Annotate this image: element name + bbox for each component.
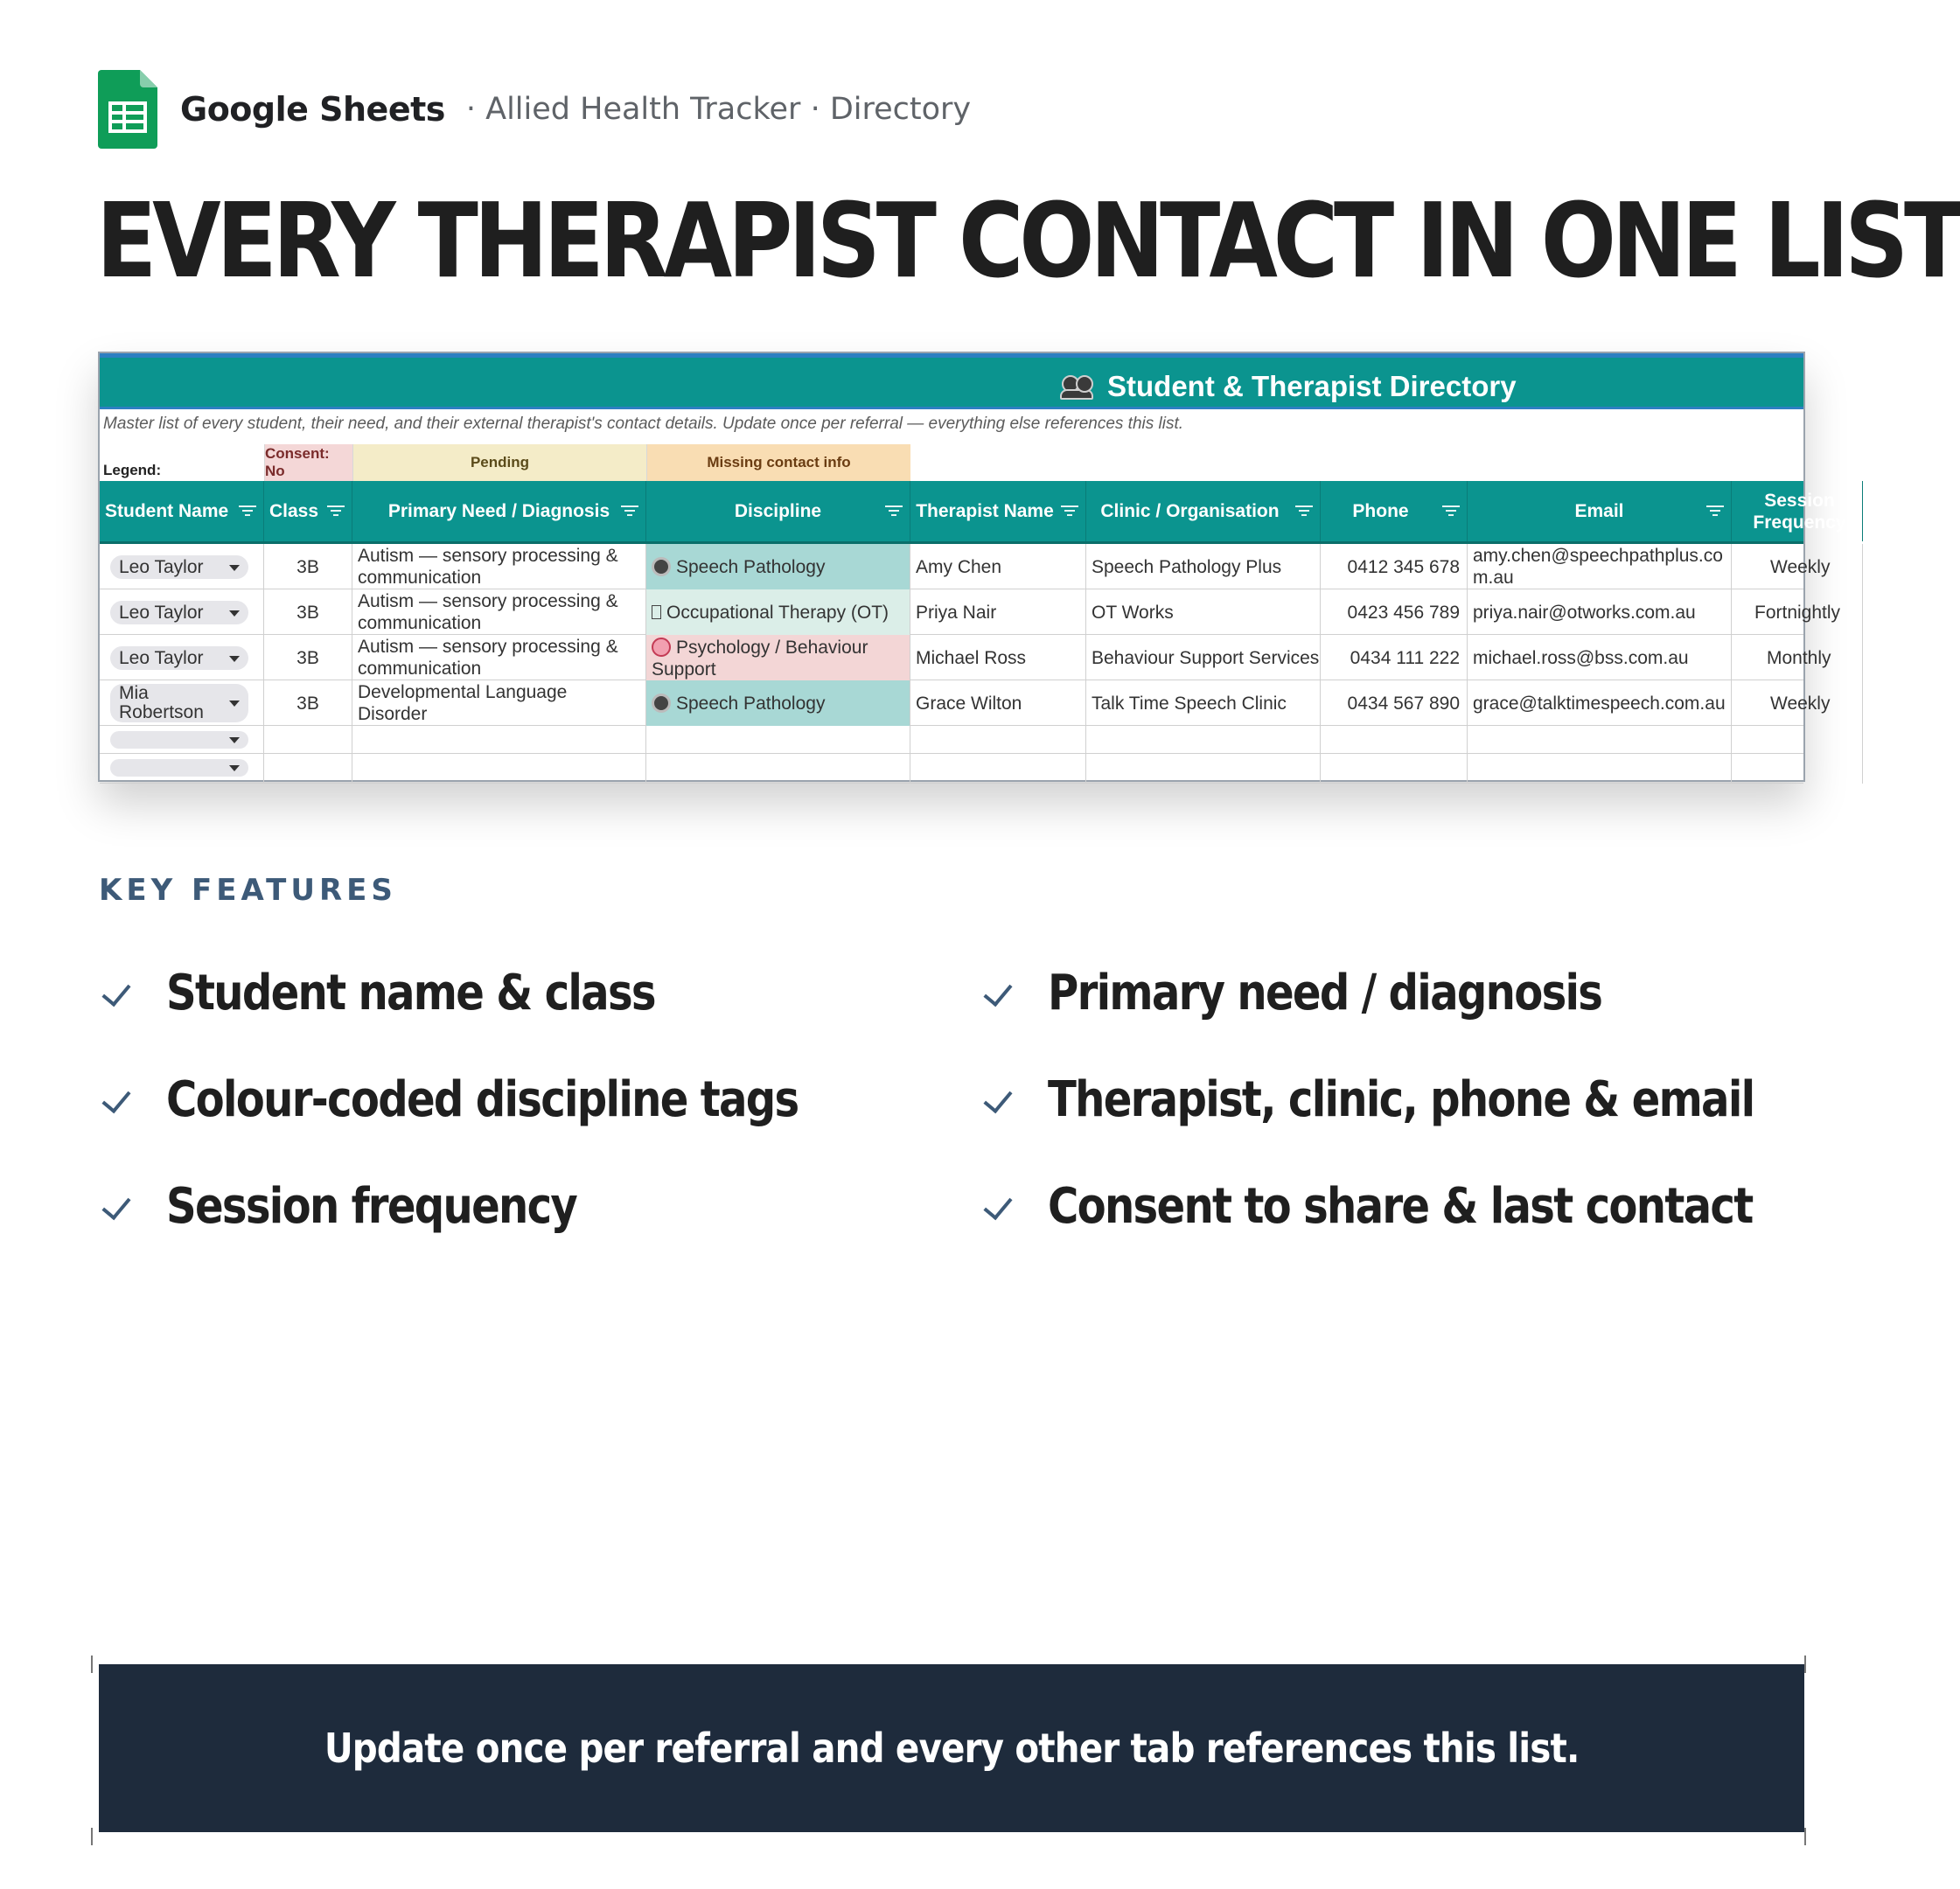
class-cell[interactable]: 3B: [264, 635, 352, 680]
discipline-tag[interactable]: Occupational Therapy (OT): [646, 589, 910, 635]
filter-icon[interactable]: [621, 505, 638, 518]
discipline-tag[interactable]: Speech Pathology: [646, 680, 910, 726]
clinic-cell[interactable]: [1086, 726, 1321, 754]
chevron-down-icon: [229, 765, 240, 771]
legend-consent-no: Consent: No: [264, 444, 352, 481]
email-cell[interactable]: [1468, 754, 1732, 784]
discipline-cell[interactable]: [646, 754, 910, 784]
frequency-cell[interactable]: Weekly: [1732, 680, 1863, 726]
discipline-tag[interactable]: Speech Pathology: [646, 544, 910, 589]
legend-row: [100, 444, 1803, 481]
chevron-down-icon: [229, 610, 240, 617]
email-cell[interactable]: priya.nair@otworks.com.au: [1468, 589, 1732, 635]
speech-icon: [652, 557, 671, 576]
frequency-cell[interactable]: Weekly: [1732, 544, 1863, 589]
need-cell[interactable]: Developmental Language Disorder: [352, 680, 646, 726]
clinic-cell[interactable]: [1086, 754, 1321, 784]
class-cell[interactable]: 3B: [264, 544, 352, 589]
therapist-cell[interactable]: Michael Ross: [910, 635, 1086, 680]
filter-icon[interactable]: [1442, 505, 1460, 518]
clinic-cell[interactable]: Behaviour Support Services: [1086, 635, 1321, 680]
feature-item: Student name & class: [103, 962, 735, 1023]
column-header-email[interactable]: Email: [1468, 481, 1732, 541]
feature-item: Primary need / diagnosis: [985, 962, 1691, 1023]
banner-text: Update once per referral and every other tab references this list.: [324, 1725, 1580, 1772]
sheet-title-text: Student & Therapist Directory: [1107, 370, 1517, 402]
chevron-down-icon: [229, 737, 240, 743]
legend-missing-contact: Missing contact info: [646, 444, 910, 481]
column-header-class[interactable]: Class: [264, 481, 352, 541]
sheet-title: [1060, 363, 1517, 410]
crop-mark: [1804, 1655, 1806, 1673]
therapist-cell[interactable]: Amy Chen: [910, 544, 1086, 589]
need-cell[interactable]: [352, 726, 646, 754]
email-cell[interactable]: [1468, 726, 1732, 754]
clinic-cell[interactable]: Speech Pathology Plus: [1086, 544, 1321, 589]
therapist-cell[interactable]: Priya Nair: [910, 589, 1086, 635]
check-icon: [103, 1188, 138, 1223]
sheet-description: Master list of every student, their need, and their external therapist's contact details. Update once per referral — everything else references this list.: [103, 415, 1184, 433]
filter-icon[interactable]: [1295, 505, 1313, 518]
crop-mark: [91, 1828, 93, 1845]
need-cell[interactable]: Autism — sensory processing & communication: [352, 635, 646, 680]
chevron-down-icon: [229, 701, 240, 707]
student-cell[interactable]: [100, 754, 264, 784]
therapist-cell[interactable]: [910, 726, 1086, 754]
email-cell[interactable]: michael.ross@bss.com.au: [1468, 635, 1732, 680]
table-row-empty: [100, 754, 1803, 784]
phone-cell[interactable]: [1321, 726, 1468, 754]
discipline-cell[interactable]: [646, 726, 910, 754]
phone-cell[interactable]: [1321, 754, 1468, 784]
frequency-cell[interactable]: [1732, 726, 1863, 754]
phone-cell[interactable]: 0412 345 678: [1321, 544, 1468, 589]
column-header-row: [100, 481, 1846, 544]
student-cell[interactable]: [100, 680, 264, 726]
student-dropdown[interactable]: Leo Taylor: [110, 555, 248, 579]
email-cell[interactable]: amy.chen@speechpathplus.com.au: [1468, 544, 1732, 589]
column-header-need[interactable]: Primary Need / Diagnosis: [352, 481, 646, 541]
phone-cell[interactable]: 0434 567 890: [1321, 680, 1468, 726]
table-row: [100, 544, 1831, 589]
speech-icon: [652, 694, 671, 713]
check-icon: [985, 1188, 1020, 1223]
feature-item: Colour-coded discipline tags: [103, 1069, 901, 1130]
crop-mark: [91, 1655, 93, 1673]
filter-icon[interactable]: [1061, 505, 1078, 518]
legend-label: Legend:: [103, 462, 162, 478]
crop-mark: [1804, 1828, 1806, 1845]
people-icon: [1060, 373, 1095, 400]
column-header-clinic[interactable]: Clinic / Organisation: [1086, 481, 1321, 541]
check-icon: [103, 975, 138, 1010]
student-dropdown[interactable]: Leo Taylor: [110, 601, 248, 624]
table-row-empty: [100, 726, 1803, 754]
table-row: [100, 589, 1841, 635]
brand-bar: [98, 70, 971, 149]
filter-icon[interactable]: [885, 505, 903, 518]
ot-icon: [652, 605, 661, 619]
column-header-student[interactable]: Student Name: [100, 481, 264, 541]
breadcrumb: · Allied Health Tracker · Directory: [465, 92, 972, 127]
footer-banner: [99, 1664, 1804, 1832]
features-title: KEY FEATURES: [99, 873, 397, 908]
feature-item: Therapist, clinic, phone & email: [985, 1069, 1869, 1130]
filter-icon[interactable]: [239, 505, 256, 518]
student-dropdown[interactable]: Mia Robertson: [110, 684, 248, 722]
sheet-title-bar: [100, 353, 1803, 409]
student-dropdown[interactable]: [110, 731, 248, 749]
column-header-phone[interactable]: Phone: [1321, 481, 1468, 541]
phone-cell[interactable]: 0423 456 789: [1321, 589, 1468, 635]
check-icon: [103, 1082, 138, 1117]
therapist-cell[interactable]: Grace Wilton: [910, 680, 1086, 726]
class-cell[interactable]: [264, 726, 352, 754]
brain-icon: [652, 638, 671, 657]
feature-item: Consent to share & last contact: [985, 1175, 1867, 1237]
column-header-discipline[interactable]: Discipline: [646, 481, 910, 541]
clinic-cell[interactable]: Talk Time Speech Clinic: [1086, 680, 1321, 726]
feature-item: Session frequency: [103, 1175, 643, 1237]
need-cell[interactable]: Autism — sensory processing & communication: [352, 589, 646, 635]
page-title: EVERY THERAPIST CONTACT IN ONE LIST: [96, 180, 1960, 301]
check-icon: [985, 1082, 1020, 1117]
frequency-cell[interactable]: [1732, 754, 1863, 784]
therapist-cell[interactable]: [910, 754, 1086, 784]
student-cell[interactable]: [100, 726, 264, 754]
student-dropdown[interactable]: Leo Taylor: [110, 646, 248, 670]
class-cell[interactable]: 3B: [264, 680, 352, 726]
student-dropdown[interactable]: [110, 759, 248, 777]
column-header-therapist[interactable]: Therapist Name: [910, 481, 1086, 541]
frequency-cell[interactable]: Fortnightly: [1732, 589, 1863, 635]
class-cell[interactable]: [264, 754, 352, 784]
google-sheets-icon: [98, 70, 157, 149]
spreadsheet-preview: [98, 352, 1846, 782]
phone-cell[interactable]: 0434 111 222: [1321, 635, 1468, 680]
student-cell[interactable]: [100, 589, 264, 635]
check-icon: [985, 975, 1020, 1010]
legend-pending: Pending: [352, 444, 646, 481]
student-cell[interactable]: [100, 635, 264, 680]
student-cell[interactable]: [100, 544, 264, 589]
column-header-frequency[interactable]: Session Frequency: [1732, 481, 1863, 541]
discipline-tag[interactable]: Psychology / Behaviour Support: [646, 635, 910, 680]
class-cell[interactable]: 3B: [264, 589, 352, 635]
email-cell[interactable]: grace@talktimespeech.com.au: [1468, 680, 1732, 726]
filter-icon[interactable]: [1706, 505, 1724, 518]
chevron-down-icon: [229, 656, 240, 662]
need-cell[interactable]: [352, 754, 646, 784]
filter-icon[interactable]: [327, 505, 345, 518]
table-row: [100, 680, 1831, 726]
clinic-cell[interactable]: OT Works: [1086, 589, 1321, 635]
table-row: [100, 635, 1831, 680]
chevron-down-icon: [229, 565, 240, 571]
frequency-cell[interactable]: Monthly: [1732, 635, 1863, 680]
need-cell[interactable]: Autism — sensory processing & communication: [352, 544, 646, 589]
app-name: Google Sheets: [180, 90, 445, 129]
